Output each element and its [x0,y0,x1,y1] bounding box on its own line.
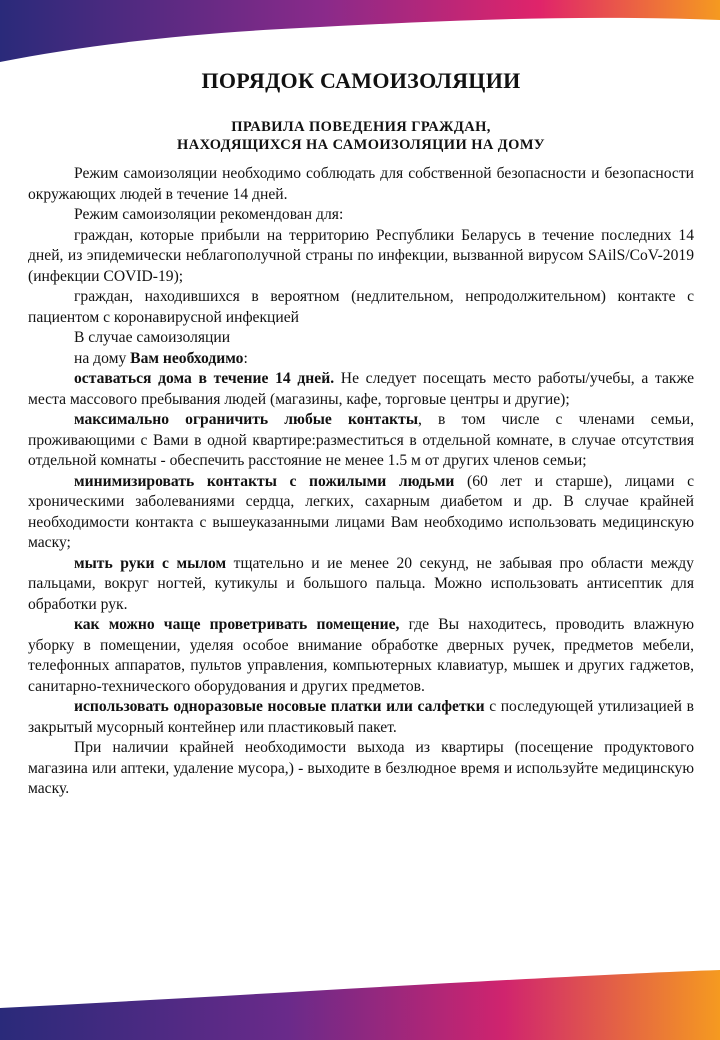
rule-tissues-text: с последующей утилизацией в закрытый мусорный контейнер или пластиковый пакет. [28,698,694,736]
document-subtitle [28,118,694,154]
at-home-suffix: : [243,349,248,367]
subtitle-line-2: НАХОДЯЩИХСЯ НА САМОИЗОЛЯЦИИ НА ДОМУ [177,137,545,153]
rule-wash-hands-bold: мыть руки с мылом [74,554,227,572]
paragraph-intro: Режим самоизоляции необходимо соблюдать для собственной безопасности и безопасности окружающих людей в течение 14 дней. [28,165,694,203]
paragraph-arrived-citizens: граждан, которые прибыли на территорию Республики Беларусь в течение последних 14 дней, из эпидемически неблагополучной страны по инфекции, вызванной вирусом SAilS/CoV-2019 (инфекции COVID-19); [28,226,694,285]
document-title: ПОРЯДОК САМОИЗОЛЯЦИИ [201,68,521,93]
rule-elderly-contacts-text: (60 лет и старше), лицами с хроническими заболеваниями сердца, легких, сахарным диабетом и др. В случае крайней необходимости контакта с вышеуказанными лицами Вам необходимо использовать медицинскую маску; [28,472,694,551]
paragraph-at-home [28,349,694,370]
paragraph-contact-citizens: граждан, находившихся в вероятном (недлительном, непродолжительном) контакте с пациентом с коронавирусной инфекцией [28,288,694,326]
rule-limit-contacts-text: , в том числе с членами семьи, проживающими с Вами в одной квартире:разместиться в отдельной комнате, в случае отсутствия отдельной комнаты - обеспечить расстояние не менее 1.5 м от других членов семьи; [28,411,694,469]
rule-limit-contacts [28,410,694,472]
rule-wash-hands [28,554,694,616]
rule-elderly-contacts-bold: минимизировать контакты с пожилыми людьми [74,472,455,490]
rule-stay-home [28,369,694,410]
rule-wash-hands-text: тщательно и ие менее 20 секунд, не забывая про области между пальцами, вокруг ногтей, кутикулы и большого пальца. Можно использовать антисептик для обработки рук. [28,554,694,613]
paragraph-going-out: При наличии крайней необходимости выхода из квартиры (посещение продуктового магазина или аптеки, удаление мусора,) - выходите в безлюдное время и используйте медицинскую маску. [28,739,694,797]
rule-elderly-contacts [28,472,694,554]
at-home-bold: Вам необходимо [130,349,244,367]
rule-tissues [28,697,694,738]
at-home-prefix: на дому [74,349,131,367]
paragraph-case-intro: В случае самоизоляции [74,329,231,346]
top-decorative-band [0,0,720,70]
rule-tissues-bold: использовать одноразовые носовые платки или салфетки [74,698,485,715]
rule-ventilate-text: где Вы находитесь, проводить влажную уборку в помещении, уделяя особое внимание обработке дверных ручек, предметов мебели, телефонных аппаратов, пультов управления, компьютерных клавиатур, мышек и других гаджетов, санитарно-технического оборудования и других предметов. [28,616,694,695]
rule-stay-home-text: Не следует посещать место работы/учебы, а также места массового пребывания людей (магазины, кафе, торговые центры и другие); [28,370,694,408]
rule-ventilate [28,615,694,697]
rule-ventilate-bold: как можно чаще проветривать помещение, [74,616,400,633]
subtitle-line-1: ПРАВИЛА ПОВЕДЕНИЯ ГРАЖДАН, [231,119,491,135]
bottom-decorative-band [0,960,720,1040]
paragraph-recommended: Режим самоизоляции рекомендован для: [74,206,344,223]
document-body [28,164,694,800]
rule-limit-contacts-bold: максимально ограничить любые контакты [74,411,418,428]
rule-stay-home-bold: оставаться дома в течение 14 дней. [74,370,335,387]
document-page [28,68,694,800]
